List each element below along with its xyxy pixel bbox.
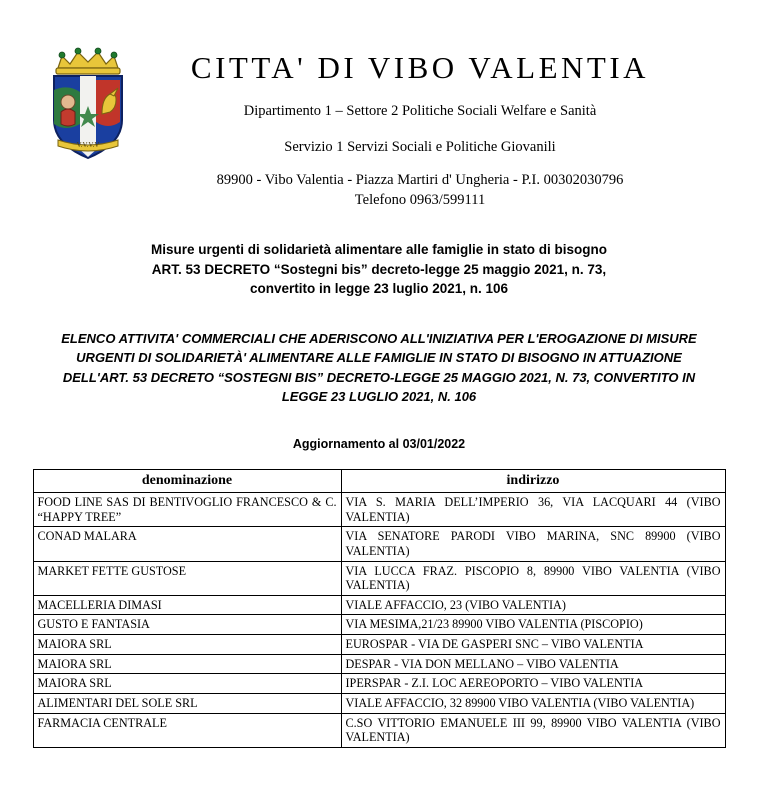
cell-indirizzo: EUROSPAR - VIA DE GASPERI SNC – VIBO VALENTIA — [341, 635, 725, 655]
cell-indirizzo: VIA SENATORE PARODI VIBO MARINA, SNC 89900 (VIBO VALENTIA) — [341, 527, 725, 561]
measures-title-line-2: ART. 53 DECRETO “Sostegni bis” decreto-legge 25 maggio 2021, n. 73, — [151, 261, 607, 277]
table-header-row — [33, 469, 725, 492]
cell-denominazione: FARMACIA CENTRALE — [33, 713, 341, 747]
table-row — [33, 527, 725, 561]
cell-denominazione: MAIORA SRL — [33, 654, 341, 674]
table-row — [33, 595, 725, 615]
cell-indirizzo: VIA MESIMA,21/23 89900 VIBO VALENTIA (PISCOPIO) — [341, 615, 725, 635]
cell-denominazione: GUSTO E FANTASIA — [33, 615, 341, 635]
coat-of-arms-icon — [44, 46, 132, 164]
table-row — [33, 674, 725, 694]
phone-line: Telefono 0963/599111 — [354, 191, 486, 208]
cell-indirizzo: DESPAR - VIA DON MELLANO – VIBO VALENTIA — [341, 654, 725, 674]
merchants-table — [33, 469, 726, 748]
column-header-indirizzo: indirizzo — [341, 469, 725, 492]
cell-denominazione: MACELLERIA DIMASI — [33, 595, 341, 615]
cell-indirizzo: VIA LUCCA FRAZ. PISCOPIO 8, 89900 VIBO VALENTIA (VIBO VALENTIA) — [341, 561, 725, 595]
measures-title-block — [20, 240, 738, 299]
document-header — [20, 0, 738, 210]
measures-title-line-3: convertito in legge 23 luglio 2021, n. 106 — [249, 281, 509, 297]
update-date-line: Aggiornamento al 03/01/2022 — [292, 436, 466, 451]
department-line-1: Dipartimento 1 – Settore 2 Politiche Sociali Welfare e Sanità — [243, 103, 597, 119]
table-row — [33, 615, 725, 635]
measures-title-line-1: Misure urgenti di solidarietà alimentare alle famiglie in stato di bisogno — [150, 242, 608, 258]
svg-text:V.V.V.V: V.V.V.V — [76, 141, 100, 149]
table-row — [33, 713, 725, 747]
cell-denominazione: MAIORA SRL — [33, 635, 341, 655]
cell-denominazione: CONAD MALARA — [33, 527, 341, 561]
list-description-paragraph: ELENCO ATTIVITA' COMMERCIALI CHE ADERISCONO ALL'INIZIATIVA PER L'EROGAZIONE DI MISURE URGENTI DI SOLIDARIETÀ' ALIMENTARE ALLE FAMIGLIE IN STATO DI BISOGNO IN ATTUAZIONE DELL'ART. 53 DECRETO “SOSTEGNI BIS” DECRETO-LEGGE 25 MAGGIO 2021, N. 73, CONVERTITO IN LEGGE 23 LUGLIO 2021, N. 106 — [61, 330, 697, 405]
cell-indirizzo: VIALE AFFACCIO, 23 (VIBO VALENTIA) — [341, 595, 725, 615]
table-row — [33, 492, 725, 526]
table-row — [33, 635, 725, 655]
page-title: CITTA' DI VIBO VALENTIA — [190, 50, 650, 85]
table-row — [33, 693, 725, 713]
table-row — [33, 561, 725, 595]
cell-denominazione: FOOD LINE SAS DI BENTIVOGLIO FRANCESCO & C. “HAPPY TREE” — [33, 492, 341, 526]
address-line: 89900 - Vibo Valentia - Piazza Martiri d' Ungheria - P.I. 00302030796 — [216, 172, 624, 189]
table-row — [33, 654, 725, 674]
cell-indirizzo: IPERSPAR - Z.I. LOC AEREOPORTO – VIBO VALENTIA — [341, 674, 725, 694]
cell-denominazione: ALIMENTARI DEL SOLE SRL — [33, 693, 341, 713]
cell-denominazione: MARKET FETTE GUSTOSE — [33, 561, 341, 595]
cell-indirizzo: VIALE AFFACCIO, 32 89900 VIBO VALENTIA (VIBO VALENTIA) — [341, 693, 725, 713]
department-line-2: Servizio 1 Servizi Sociali e Politiche Giovanili — [284, 138, 556, 155]
cell-denominazione: MAIORA SRL — [33, 674, 341, 694]
column-header-denominazione: denominazione — [33, 469, 341, 492]
header-text-block — [132, 42, 738, 210]
cell-indirizzo: VIA S. MARIA DELL’IMPERIO 36, VIA LACQUARI 44 (VIBO VALENTIA) — [341, 492, 725, 526]
cell-indirizzo: C.SO VITTORIO EMANUELE III 99, 89900 VIBO VALENTIA (VIBO VALENTIA) — [341, 713, 725, 747]
